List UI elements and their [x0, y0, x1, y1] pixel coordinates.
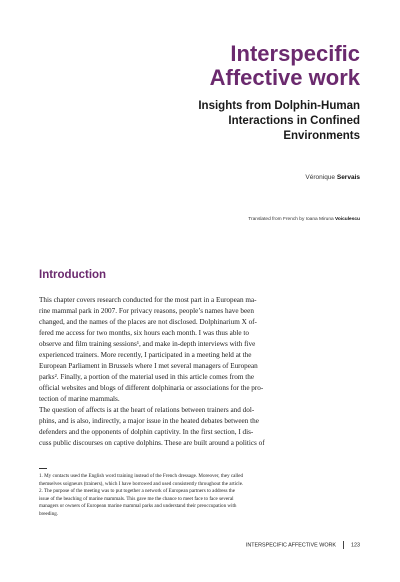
footnote-line: themselves soigneurs (trainers), which I have borrowed and used consistently throughout the article. — [39, 480, 244, 487]
footnote-line: 1. My contacts used the English word training instead of the French dressage. Moreover, they called — [39, 473, 244, 479]
translator-last-name: Voiculescu — [335, 217, 360, 222]
footnote-line: breeding. — [39, 511, 59, 517]
body-text-line: defenders and the opponents of dolphin captivity. In the first section, I dis- — [39, 428, 254, 436]
body-text-line: official websites and blogs of different dolphinaria or associations for the pro- — [39, 384, 264, 392]
running-title: INTERSPECIFIC AFFECTIVE WORK — [245, 542, 336, 549]
body-text-line: fered me access for two months, six hours each month. I was thus able to — [39, 329, 249, 337]
page-number: 123 — [351, 542, 360, 549]
footnote-line: managers or owners of European marine mammal parks and understand their preoccupation with — [39, 503, 237, 510]
footnote-rule — [39, 468, 47, 469]
body-text-line: The question of affects is at the heart of relations between trainers and dol- — [39, 406, 255, 414]
chapter-subtitle-line-1: Insights from Dolphin-Human — [198, 100, 360, 112]
body-text-line: changed, and the names of the places are not disclosed. Dolphinarium X of- — [39, 318, 257, 326]
body-text-line: tection of marine mammals. — [39, 395, 120, 403]
body-text-line: cuss public discourses on captive dolphins. These are built around a politics of — [39, 439, 265, 447]
body-text-line: experienced trainers. More recently, I participated in a meeting held at the — [39, 351, 252, 359]
body-text-line: rine mammal park in 2007. For privacy reasons, people’s names have been — [39, 307, 254, 315]
footnote-line: issue of the beaching of marine mammals. This gave me the chance to meet face to face several — [39, 495, 234, 502]
footer-separator — [343, 541, 344, 549]
body-text-line: parks². Finally, a portion of the material used in this article comes from the — [39, 373, 255, 381]
author-first-name: Véronique — [305, 174, 336, 181]
section-heading: Introduction — [39, 269, 107, 281]
chapter-subtitle-line-2: Interactions in Confined — [228, 115, 360, 127]
translator-credit — [248, 217, 360, 222]
body-text-line: phins, and is also, indirectly, a major issue in the heated debates between the — [39, 417, 259, 425]
body-text-line: European Parliament in Brussels where I met several managers of European — [39, 362, 258, 370]
footnote-line: 2. The purpose of the meeting was to put together a network of European partners to address the — [39, 488, 235, 495]
chapter-title-line-1: Interspecific — [230, 41, 360, 66]
chapter-subtitle-line-3: Environments — [283, 130, 360, 142]
translator-prefix: Translated from French by Ioana Miruna — [248, 217, 334, 222]
page-footer — [246, 541, 360, 549]
chapter-title-line-2: Affective work — [209, 65, 360, 90]
author-byline — [305, 174, 360, 181]
body-text-line: observe and film training sessions¹, and make in-depth interviews with five — [39, 340, 256, 348]
body-text-line: This chapter covers research conducted for the most part in a European ma- — [39, 296, 257, 304]
author-last-name: Servais — [336, 174, 360, 181]
